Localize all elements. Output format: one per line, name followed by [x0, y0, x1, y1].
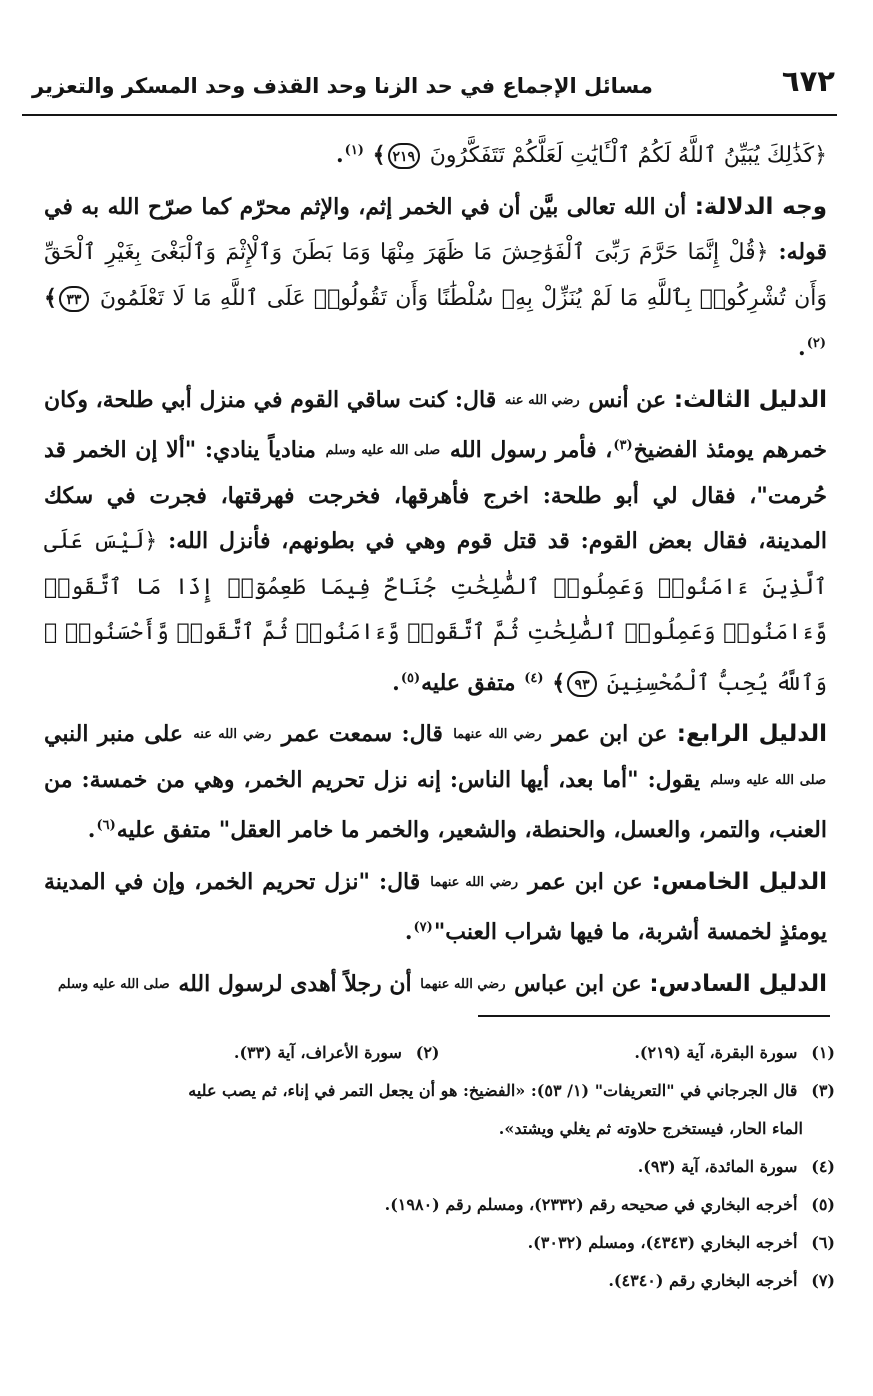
footnote-number: (١) [811, 1043, 835, 1062]
fourth-evidence-text: يقول: "أما بعد، أيها الناس: إنه نزل تحريم الخمر، وهي من خمسة: من العنب، والتمر، والعسل، والحنطة، والشعير، والخمر ما خامر العقل" متفق عليه [44, 766, 827, 843]
third-evidence-text: ، فأمر رسول الله [449, 437, 613, 463]
radiya-honorific: رضي الله عنهما [453, 727, 542, 742]
footnote-text: أخرجه البخاري رقم (٤٣٤٠). [608, 1271, 798, 1290]
verse-219-paragraph: ﴿كَذَٰلِكَ يُبَيِّنُ ٱللَّهُ لَكُمُ ٱلْـَٔايَٰتِ لَعَلَّكُمْ تَتَفَكَّرُونَ ٢١٩﴾ $^{(١)}$. [335, 142, 827, 168]
fourth-evidence-text: عن ابن عمر [551, 721, 668, 747]
footnote-number: (٥) [811, 1195, 835, 1214]
main-text [44, 128, 827, 1013]
footnote-number: (٢) [415, 1043, 440, 1062]
quran-close-bracket: ﴾ [372, 142, 386, 168]
quran-verse-219: ﴿كَذَٰلِكَ يُبَيِّنُ ٱللَّهُ لَكُمُ ٱلْـَٔايَٰتِ لَعَلَّكُمْ تَتَفَكَّرُونَ [429, 143, 827, 168]
footnote-6 [44, 1224, 835, 1262]
footnote-ref-3: (٣) [613, 438, 633, 453]
muttafaq-alayh: متفق عليه [421, 669, 516, 696]
quran-verse-93: ﴿لَيْسَ عَلَى ٱلَّذِينَ ءَامَنُوا۟ وَعَمِلُوا۟ ٱلصَّٰلِحَٰتِ جُنَاحٌ فِيمَا طَعِمُوٓا۟ إِذَا مَا ٱتَّقَوا۟ وَّءَامَنُوا۟ وَعَمِلُوا۟ ٱلصَّٰلِحَٰتِ ثُمَّ ٱتَّقَوا۟ وَّءَامَنُوا۟ ثُمَّ ٱتَّقَوا۟ وَّأَحْسَنُوا۟ ۗ وَٱللَّهُ يُحِبُّ ٱلْمُحْسِنِينَ [44, 529, 827, 696]
footnote-5 [44, 1186, 835, 1224]
salla-honorific: صلى الله عليه وسلم [57, 976, 170, 992]
footnote-ref-1: (١) [344, 143, 364, 158]
footnote-2 [44, 1034, 440, 1072]
footnote-ref-5: (٥) [400, 670, 421, 686]
wajh-heading: وجه الدلالة: [694, 193, 827, 220]
sixth-evidence-text: أن رجلاً أهدى لرسول الله [178, 970, 412, 997]
footnote-number: (٧) [811, 1271, 835, 1290]
wajh-text: أن الله تعالى بيَّن أن في الخمر إثم، والإثم محرّم كما صرّح الله به في قوله: [44, 193, 827, 265]
footnote-ref-6: (٦) [96, 818, 116, 833]
fourth-evidence-paragraph: الدليل الرابع: عن ابن عمر رضي الله عنهما قال: سمعت عمر رضي الله عنه على منبر النبي صلى الله عليه وسلم يقول: "أما بعد، أيها الناس: إنه نزل تحريم الخمر، وهي من خمسة: من العنب، والتمر، والعسل، والحنطة، والشعير، والخمر ما خامر العقل" متفق عليه$^{(٦)}$. [44, 721, 828, 843]
footnote-row [44, 1034, 835, 1072]
footnote-text: قال الجرجاني في "التعريفات" (١/ ٥٣): «الفضيخ: هو أن يجعل التمر في إناء، ثم يصب عليه [188, 1081, 798, 1100]
salla-honorific: صلى الله عليه وسلم [710, 772, 826, 788]
footnote-3-continuation: الماء الحار، فيستخرج حلاوته ثم يغلي ويشتد». [498, 1119, 803, 1138]
footnote-7 [44, 1262, 835, 1300]
wajh-paragraph: وجه الدلالة: أن الله تعالى بيَّن أن في الخمر إثم، والإثم محرّم كما صرّح الله به في قوله: ﴿قُلْ إِنَّمَا حَرَّمَ رَبِّىَ ٱلْفَوَٰحِشَ مَا ظَهَرَ مِنْهَا وَمَا بَطَنَ وَٱلْإِثْمَ وَٱلْبَغْىَ بِغَيْرِ ٱلْحَقِّ وَأَن تُشْرِكُوا۟ بِٱللَّهِ مَا لَمْ يُنَزِّلْ بِهِۦ سُلْطَٰنًا وَأَن تَقُولُوا۟ عَلَى ٱللَّهِ مَا لَا تَعْلَمُونَ ٣٣﴾ $^{(٢)}$. [44, 193, 827, 361]
page-header [22, 58, 837, 116]
footnote-text: أخرجه البخاري (٤٣٤٣)، ومسلم (٣٠٣٢). [527, 1233, 798, 1252]
quran-close-bracket: ﴾ [552, 669, 566, 696]
fifth-evidence-heading: الدليل الخامس: [651, 868, 827, 895]
quran-verse-33: ﴿قُلْ إِنَّمَا حَرَّمَ رَبِّىَ ٱلْفَوَٰحِشَ مَا ظَهَرَ مِنْهَا وَمَا بَطَنَ وَٱلْإِثْمَ وَٱلْبَغْىَ بِغَيْرِ ٱلْحَقِّ وَأَن تُشْرِكُوا۟ بِٱللَّهِ مَا لَمْ يُنَزِّلْ بِهِۦ سُلْطَٰنًا وَأَن تَقُولُوا۟ عَلَى ٱللَّهِ مَا لَا تَعْلَمُونَ [44, 240, 827, 311]
radiya-honorific: رضي الله عنه [504, 392, 580, 408]
fourth-evidence-text: قال: سمعت عمر [281, 721, 443, 747]
third-evidence-heading: الدليل الثالث: [673, 386, 827, 413]
ayah-number-33: ٣٣ [59, 286, 89, 312]
footnote-ref-4: (٤) [524, 670, 544, 686]
fourth-evidence-heading: الدليل الرابع: [676, 721, 828, 747]
quran-close-bracket: ﴾ [44, 284, 57, 311]
footnote-3 [44, 1072, 835, 1110]
salla-honorific: صلى الله عليه وسلم [325, 443, 441, 458]
footnote-text: سورة المائدة، آية (٩٣). [637, 1157, 798, 1176]
footnote-number: (٤) [811, 1157, 835, 1176]
radiya-honorific: رضي الله عنهما [420, 976, 506, 992]
third-evidence-text: منادياً ينادي: "ألا إن الخمر قد حُرمت"، فقال لي أبو طلحة: اخرج فأهرقها، فخرجت فهرقتها، فجرت في سكك المدينة، فقال بعض القوم: قد قتل قوم وهي في بطونهم، فأنزل الله: [44, 437, 827, 554]
fourth-evidence-text: على منبر النبي [44, 721, 183, 747]
ayah-number-219: ٢١٩ [388, 143, 421, 169]
fifth-evidence-text: قال: "نزل تحريم الخمر، وإن في المدينة يومئذٍ لخمسة أشربة، ما فيها شراب العنب" [44, 868, 827, 945]
fifth-evidence-paragraph: الدليل الخامس: عن ابن عمر رضي الله عنهما قال: "نزل تحريم الخمر، وإن في المدينة يومئذٍ لخمسة أشربة، ما فيها شراب العنب"$^{(٧)}$. [44, 868, 827, 945]
footnote-4 [44, 1148, 835, 1186]
third-evidence-paragraph: الدليل الثالث: عن أنس رضي الله عنه قال: كنت ساقي القوم في منزل أبي طلحة، وكان خمرهم يومئذ الفضيخ$^{(٣)}$، فأمر رسول الله صلى الله عليه وسلم منادياً ينادي: "ألا إن الخمر قد حُرمت"، فقال لي أبو طلحة: اخرج فأهرقها، فخرجت فهرقتها، فجرت في سكك المدينة، فقال بعض القوم: قد قتل قوم وهي في بطونهم، فأنزل الله: ﴿لَيْسَ عَلَى ٱلَّذِينَ ءَامَنُوا۟ وَعَمِلُوا۟ ٱلصَّٰلِحَٰتِ جُنَاحٌ فِيمَا طَعِمُوٓا۟ إِذَا مَا ٱتَّقَوا۟ وَّءَامَنُوا۟ وَعَمِلُوا۟ ٱلصَّٰلِحَٰتِ ثُمَّ ٱتَّقَوا۟ وَّءَامَنُوا۟ ثُمَّ ٱتَّقَوا۟ وَّأَحْسَنُوا۟ ۗ وَٱللَّهُ يُحِبُّ ٱلْمُحْسِنِينَ ٩٣﴾ $^{(٤)}$ متفق عليه$^{(٥)}$. [44, 386, 827, 696]
header-rule [22, 114, 837, 116]
page-number: ٦٧٢ [781, 64, 835, 98]
radiya-honorific: رضي الله عنهما [430, 874, 518, 890]
footnote-text: أخرجه البخاري في صحيحه رقم (٢٣٣٢)، ومسلم رقم (١٩٨٠). [384, 1195, 798, 1214]
footnote-number: (٣) [811, 1081, 835, 1100]
footnote-text: سورة الأعراف، آية (٣٣). [233, 1043, 402, 1062]
sixth-evidence-paragraph [44, 962, 827, 1008]
footnote-text: سورة البقرة، آية (٢١٩). [634, 1043, 798, 1062]
third-evidence-text: عن أنس [588, 386, 667, 413]
radiya-honorific: رضي الله عنه [193, 727, 272, 742]
footnotes [44, 1034, 835, 1300]
footnote-separator [478, 1015, 830, 1017]
footnote-1 [440, 1034, 836, 1072]
footnote-ref-2: (٢) [806, 336, 826, 351]
sixth-evidence-heading: الدليل السادس: [649, 970, 827, 997]
footnote-ref-7: (٧) [413, 920, 433, 935]
sixth-evidence-text: عن ابن عباس [514, 970, 642, 997]
third-evidence-text: قال: كنت ساقي القوم في منزل أبي طلحة، وكان خمرهم يومئذ الفضيخ [44, 386, 827, 463]
fifth-evidence-text: عن ابن عمر [527, 868, 643, 895]
ayah-number-93: ٩٣ [567, 671, 597, 697]
running-title: مسائل الإجماع في حد الزنا وحد القذف وحد المسكر والتعزير [32, 74, 653, 98]
footnote-number: (٦) [811, 1233, 835, 1252]
